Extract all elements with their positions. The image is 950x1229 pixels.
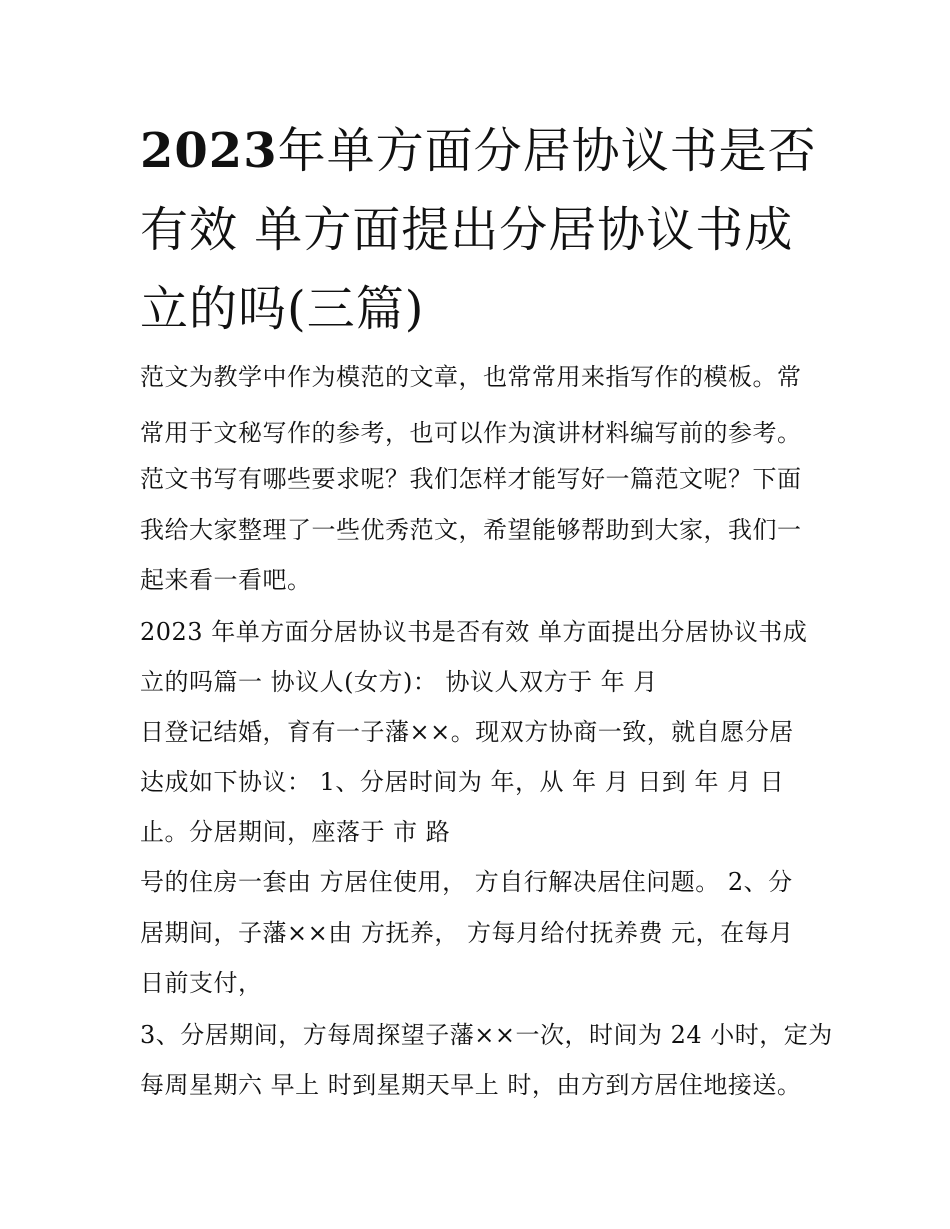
intro-line: 常用于文秘写作的参考，也可以作为演讲材料编写前的参考。 [140, 419, 802, 447]
title-text: 年单方面分居协议书是否有效 单方面提出分居协议书成立的吗(三篇) [140, 123, 817, 337]
body-line: 3、分居期间，方每周探望子藩××一次，时间为 24 小时，定为 [140, 1021, 833, 1049]
body-line: 号的住房一套由 方居住使用， 方自行解决居住问题。 2、分 [140, 868, 793, 896]
intro-line: 起来看一看吧。 [140, 566, 312, 594]
intro-line: 我给大家整理了一些优秀范文，希望能够帮助到大家，我们一 [140, 516, 802, 544]
body-line: 每周星期六 早上 时到星期天早上 时，由方到方居住地接送。 [140, 1071, 802, 1099]
body-line: 2023 年单方面分居协议书是否有效 单方面提出分居协议书成 [140, 618, 808, 646]
body-line: 居期间，子藩××由 方抚养， 方每月给付抚养费 元，在每月 [140, 919, 794, 947]
document-title [140, 112, 820, 349]
intro-line: 范文书写有哪些要求呢？我们怎样才能写好一篇范文呢？下面 [140, 465, 802, 493]
title-year: 2023 [140, 123, 278, 179]
body-line: 日前支付， [140, 969, 263, 997]
body-line: 日登记结婚，育有一子藩××。现双方协商一致，就自愿分居 [140, 718, 794, 746]
body-line: 立的吗篇一 协议人(女方)： 协议人双方于 年 月 [140, 668, 658, 696]
body-line: 止。分居期间，座落于 市 路 [140, 818, 451, 846]
body-line: 达成如下协议： 1、分居时间为 年，从 年 月 日到 年 月 日 [140, 768, 785, 796]
intro-line: 范文为教学中作为模范的文章，也常常用来指写作的模板。常 [140, 363, 802, 391]
